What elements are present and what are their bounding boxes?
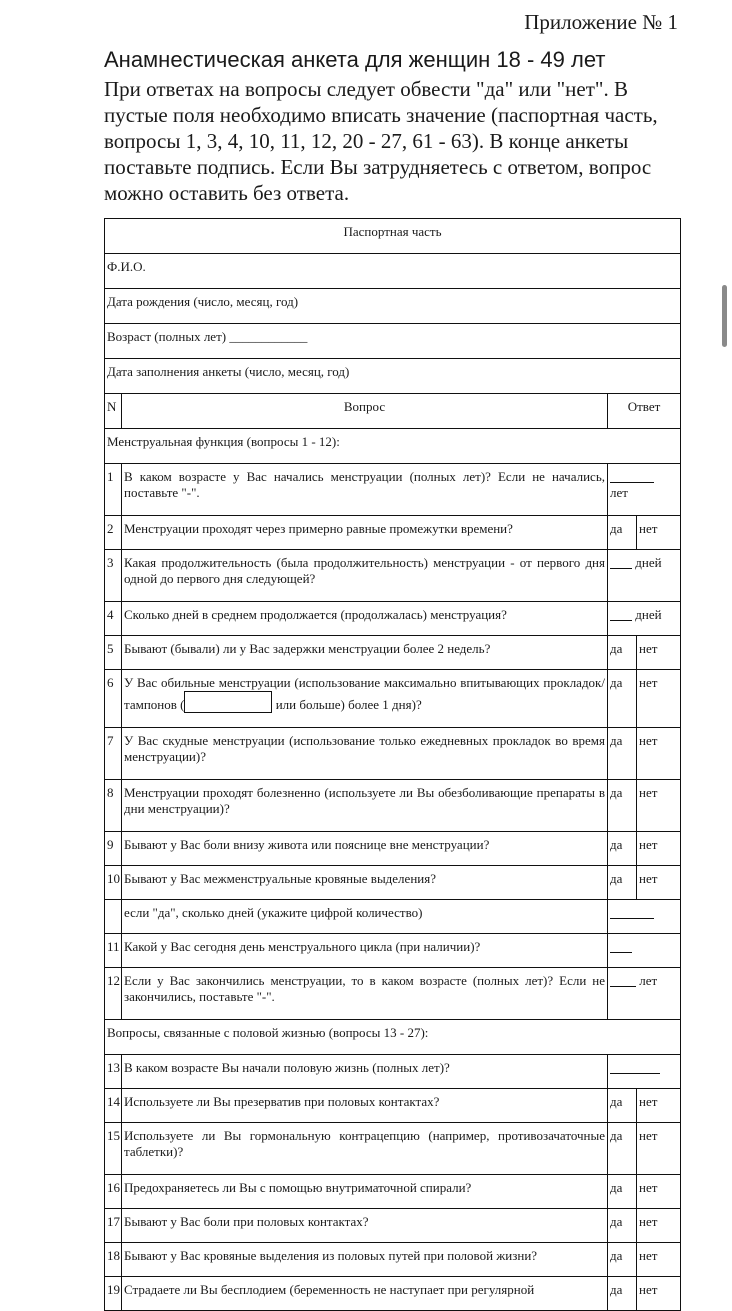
appendix-label: Приложение № 1 xyxy=(524,10,678,34)
years-label: лет xyxy=(639,973,658,988)
question-10-followup: если "да", сколько дней (укажите цифрой количество) xyxy=(122,900,608,934)
answer-yes[interactable]: да xyxy=(608,728,637,780)
question-number: 10 xyxy=(105,866,122,900)
section-sexual: Вопросы, связанные с половой жизнью (вопросы 13 - 27): xyxy=(105,1020,681,1055)
answer-yes[interactable]: да xyxy=(608,636,637,670)
question-15: Используете ли Вы гормональную контрацепцию (например, противозачаточные таблетки)? xyxy=(122,1123,608,1175)
question-10: Бывают у Вас межменструальные кровяные выделения? xyxy=(122,866,608,900)
days-label: дней xyxy=(635,555,662,570)
question-number: 3 xyxy=(105,550,122,602)
question-14: Используете ли Вы презерватив при половых контактах? xyxy=(122,1089,608,1123)
question-number: 13 xyxy=(105,1055,122,1089)
answer-yes[interactable]: да xyxy=(608,670,637,728)
form-instructions: При ответах на вопросы следует обвести "да" или "нет". В пустые поля необходимо вписать значение (паспортная часть, вопросы 1, 3, 4, 10, 11, 12, 20 - 27, 61 - 63). В конце анкеты поставьте подпись. Если Вы затрудняетесь с ответом, вопрос можно оставить без ответа. xyxy=(104,77,658,205)
question-number: 17 xyxy=(105,1209,122,1243)
question-12: Если у Вас закончились менструации, то в каком возрасте (полных лет)? Если не закончились, поставьте "-". xyxy=(122,968,608,1020)
answer-no[interactable]: нет xyxy=(637,1243,681,1277)
question-number: 11 xyxy=(105,934,122,968)
column-header-number: N xyxy=(105,394,122,429)
answer-no[interactable]: нет xyxy=(637,670,681,728)
question-5: Бывают (бывали) ли у Вас задержки менструации более 2 недель? xyxy=(122,636,608,670)
question-number: 7 xyxy=(105,728,122,780)
question-number: 9 xyxy=(105,832,122,866)
pad-image-box xyxy=(184,691,272,713)
answer-no[interactable]: нет xyxy=(637,1089,681,1123)
question-number: 16 xyxy=(105,1175,122,1209)
question-17: Бывают у Вас боли при половых контактах? xyxy=(122,1209,608,1243)
answer-yes[interactable]: да xyxy=(608,866,637,900)
question-number: 14 xyxy=(105,1089,122,1123)
question-number: 2 xyxy=(105,516,122,550)
answer-no[interactable]: нет xyxy=(637,1209,681,1243)
answer-1-years[interactable] xyxy=(608,464,681,516)
answer-10-days-count[interactable] xyxy=(608,900,681,934)
question-number: 15 xyxy=(105,1123,122,1175)
answer-yes[interactable]: да xyxy=(608,516,637,550)
question-13: В каком возрасте Вы начали половую жизнь (полных лет)? xyxy=(122,1055,608,1089)
question-6-text-a: У Вас обильные менструации (использование максимально впитывающих прокладок/тампонов ( xyxy=(124,675,605,712)
question-number: 6 xyxy=(105,670,122,728)
question-6 xyxy=(122,670,608,728)
date-filled-field[interactable]: Дата заполнения анкеты (число, месяц, год) xyxy=(105,359,681,394)
answer-yes[interactable]: да xyxy=(608,1243,637,1277)
answer-12-years[interactable] xyxy=(608,968,681,1020)
question-11: Какой у Вас сегодня день менструального цикла (при наличии)? xyxy=(122,934,608,968)
answer-11-cycle-day[interactable] xyxy=(608,934,681,968)
answer-yes[interactable]: да xyxy=(608,1175,637,1209)
answer-4-days[interactable] xyxy=(608,602,681,636)
days-label: дней xyxy=(635,607,662,622)
age-field[interactable]: Возраст (полных лет) ____________ xyxy=(105,324,681,359)
answer-no[interactable]: нет xyxy=(637,832,681,866)
section-menstrual: Менструальная функция (вопросы 1 - 12): xyxy=(105,429,681,464)
question-number: 19 xyxy=(105,1277,122,1311)
answer-yes[interactable]: да xyxy=(608,832,637,866)
question-18: Бывают у Вас кровяные выделения из половых путей при половой жизни? xyxy=(122,1243,608,1277)
answer-yes[interactable]: да xyxy=(608,1209,637,1243)
question-19: Страдаете ли Вы бесплодием (беременность не наступает при регулярной xyxy=(122,1277,608,1311)
question-number: 4 xyxy=(105,602,122,636)
question-6-text-b: или больше) более 1 дня)? xyxy=(275,697,422,712)
dob-field[interactable]: Дата рождения (число, месяц, год) xyxy=(105,289,681,324)
question-number: 18 xyxy=(105,1243,122,1277)
answer-no[interactable]: нет xyxy=(637,1277,681,1311)
answer-yes[interactable]: да xyxy=(608,780,637,832)
passport-heading: Паспортная часть xyxy=(105,219,681,254)
form-title: Анамнестическая анкета для женщин 18 - 49 лет xyxy=(104,47,606,72)
question-16: Предохраняетесь ли Вы с помощью внутриматочной спирали? xyxy=(122,1175,608,1209)
question-4: Сколько дней в среднем продолжается (продолжалась) менструация? xyxy=(122,602,608,636)
years-label: лет xyxy=(610,485,628,500)
answer-no[interactable]: нет xyxy=(637,1175,681,1209)
answer-no[interactable]: нет xyxy=(637,636,681,670)
answer-13-age[interactable] xyxy=(608,1055,681,1089)
answer-no[interactable]: нет xyxy=(637,866,681,900)
column-header-question: Вопрос xyxy=(122,394,608,429)
question-number: 8 xyxy=(105,780,122,832)
answer-no[interactable]: нет xyxy=(637,1123,681,1175)
answer-no[interactable]: нет xyxy=(637,516,681,550)
question-number-empty xyxy=(105,900,122,934)
question-1: В каком возрасте у Вас начались менструации (полных лет)? Если не начались, поставьте "-". xyxy=(122,464,608,516)
question-number: 5 xyxy=(105,636,122,670)
answer-yes[interactable]: да xyxy=(608,1123,637,1175)
fio-field[interactable]: Ф.И.О. xyxy=(105,254,681,289)
question-2: Менструации проходят через примерно равные промежутки времени? xyxy=(122,516,608,550)
question-number: 12 xyxy=(105,968,122,1020)
question-8: Менструации проходят болезненно (используете ли Вы обезболивающие препараты в дни менструации)? xyxy=(122,780,608,832)
question-3: Какая продолжительность (была продолжительность) менструации - от первого дня одной до первого дня следующей? xyxy=(122,550,608,602)
scrollbar[interactable] xyxy=(722,285,727,347)
answer-no[interactable]: нет xyxy=(637,728,681,780)
questionnaire-table xyxy=(104,218,681,1311)
answer-3-days[interactable] xyxy=(608,550,681,602)
answer-yes[interactable]: да xyxy=(608,1277,637,1311)
answer-no[interactable]: нет xyxy=(637,780,681,832)
question-7: У Вас скудные менструации (использование только ежедневных прокладок во время менструации)? xyxy=(122,728,608,780)
question-number: 1 xyxy=(105,464,122,516)
column-header-answer: Ответ xyxy=(608,394,681,429)
answer-yes[interactable]: да xyxy=(608,1089,637,1123)
question-9: Бывают у Вас боли внизу живота или пояснице вне менструации? xyxy=(122,832,608,866)
